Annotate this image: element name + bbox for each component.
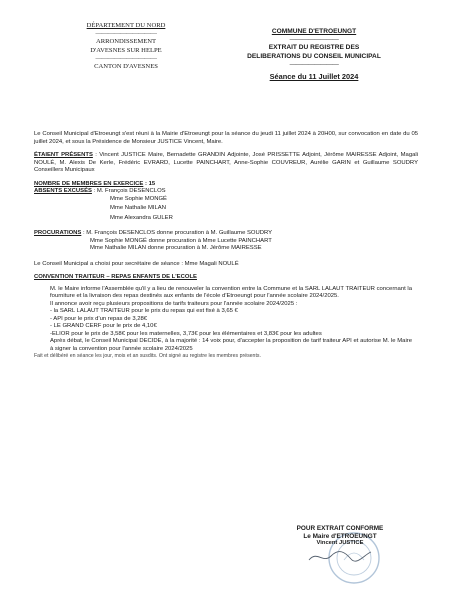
signature-line-1: POUR EXTRAIT CONFORME <box>296 525 384 532</box>
canton-line: CANTON D'AVESNES <box>94 63 158 71</box>
absents-line <box>34 188 418 196</box>
tariff-item: - API pour le prix d'un repas de 3,28€ <box>50 315 148 322</box>
procurations-first: : M. François DESENCLOS donne procuration à M. Guillaume SOUDRY <box>81 230 273 236</box>
department-line: DÉPARTEMENT DU NORD <box>86 22 166 29</box>
header-right <box>244 28 384 81</box>
extrait-line-2: DELIBERATIONS DU CONSEIL MUNICIPAL <box>247 52 381 60</box>
header-divider: ———————— <box>289 60 339 68</box>
secretaire-line: Le Conseil Municipal a choisi pour secrétaire de séance : Mme Magali NOULÉ <box>34 260 239 267</box>
arrondissement-name: D'AVESNES SUR HELPE <box>90 46 162 54</box>
convention-body <box>34 286 418 354</box>
presents-label: ÉTAIENT PRÉSENTS <box>34 152 93 158</box>
decision-paragraph: Après débat, le Conseil Municipal DECIDE, à la majorité : 14 voix pour, d'accepter la proposition de tarif traiteur API et autorise M. le Maire à signer la convention pour l'année scolaire 2024/2025 <box>50 338 412 352</box>
convention-paragraph-2: Il annonce avoir reçu plusieurs propositions de tarifs traiteurs pour l'année scolaire 2024/2025 : <box>50 300 298 307</box>
signature-line-2: Le Maire d'ETROEUNGT <box>303 532 377 540</box>
convention-title: CONVENTION TRAITEUR – REPAS ENFANTS DE L'ECOLE <box>34 274 197 280</box>
procuration-item: Mme Sophie MONGÉ donne procuration à Mme Lucette PAINCHART <box>90 237 272 244</box>
tariff-item: -ELIOR pour le prix de 3,58€ pour les maternelles, 3,73€ pour les élémentaires et 3,83€ pour les adultes <box>50 330 322 337</box>
header-divider: ———————— <box>289 36 339 44</box>
presents-text: : Vincent JUSTICE Maire, Bernadette GRANDIN Adjointe, José PRISSETTE Adjoint, Jérôme MAIRESSE Adjoint, Magali NOULÉ, M. Alexis De Kerle, Frédéric EVRARD, Lucette PAINCHART, Anne-Sophie COUVREUR, Aurélie GARIN et Guillaume SOUDRY Conseillers Municipaux <box>34 152 418 173</box>
extrait-line-1: EXTRAIT DU REGISTRE DES <box>268 44 360 52</box>
commune-title: COMMUNE D'ETROEUNGT <box>271 28 357 35</box>
nombre-value: : 15 <box>143 180 156 187</box>
intro-paragraph: Le Conseil Municipal d'Etroeungt s'est réuni à la Mairie d'Etroeungt pour la séance du jeudi 11 juillet 2024 à 20H00, sur convocation en date du 05 juillet 2024, et sous la Présidence de Monsieur JUSTICE Vincent, Maire. <box>34 131 418 145</box>
absent-item: Mme Nathalie MILAN <box>110 205 166 211</box>
header-divider: —————————— <box>95 54 157 62</box>
absent-item: Mme Sophie MONGÉ <box>110 195 167 202</box>
header-left <box>60 22 192 71</box>
nombre-label: NOMBRE DE MEMBRES EN EXERCICE <box>34 180 144 187</box>
header-divider: —————————— <box>95 30 157 38</box>
procuration-item: Mme Nathalie MILAN donne procuration à M. Jérôme MAIRESSE <box>90 245 262 251</box>
closing-line: Fait et délibéré en séance les jour, mois et an susdits. Ont signé au registre les membres présents. <box>34 353 261 359</box>
seance-date: Séance du 11 Juillet 2024 <box>269 72 359 82</box>
convention-paragraph-1: M. le Maire informe l'Assemblée qu'il y a lieu de renouveler la convention entre la Commune et la SARL LALAUT TRAITEUR concernant la fourniture et la livraison des repas destinés aux enfants de l'école d'Etroeungt pour l'année scolaire 2024/2025. <box>50 285 412 299</box>
handwritten-signature-icon <box>305 548 375 566</box>
presents-paragraph <box>34 152 418 175</box>
procurations-line <box>34 230 418 238</box>
signature-name: Vincent JUSTICE <box>316 540 364 547</box>
document-body <box>34 131 418 361</box>
absents-label: ABSENTS EXCUSÉS <box>34 188 92 194</box>
signature-block <box>270 525 410 568</box>
tariff-item: - LE GRAND CERF pour le prix de 4,10€ <box>50 323 157 329</box>
absents-first: : M. François DESENCLOS <box>91 188 166 194</box>
tariff-item: - la SARL LALAUT TRAITEUR pour le prix du repas qui est fixé à 3,65 € <box>50 308 238 314</box>
absent-item: Mme Alexandra GULER <box>110 214 173 221</box>
procurations-label: PROCURATIONS <box>34 230 82 236</box>
nombre-line <box>34 181 418 189</box>
arrondissement-line: ARRONDISSEMENT <box>95 38 157 46</box>
